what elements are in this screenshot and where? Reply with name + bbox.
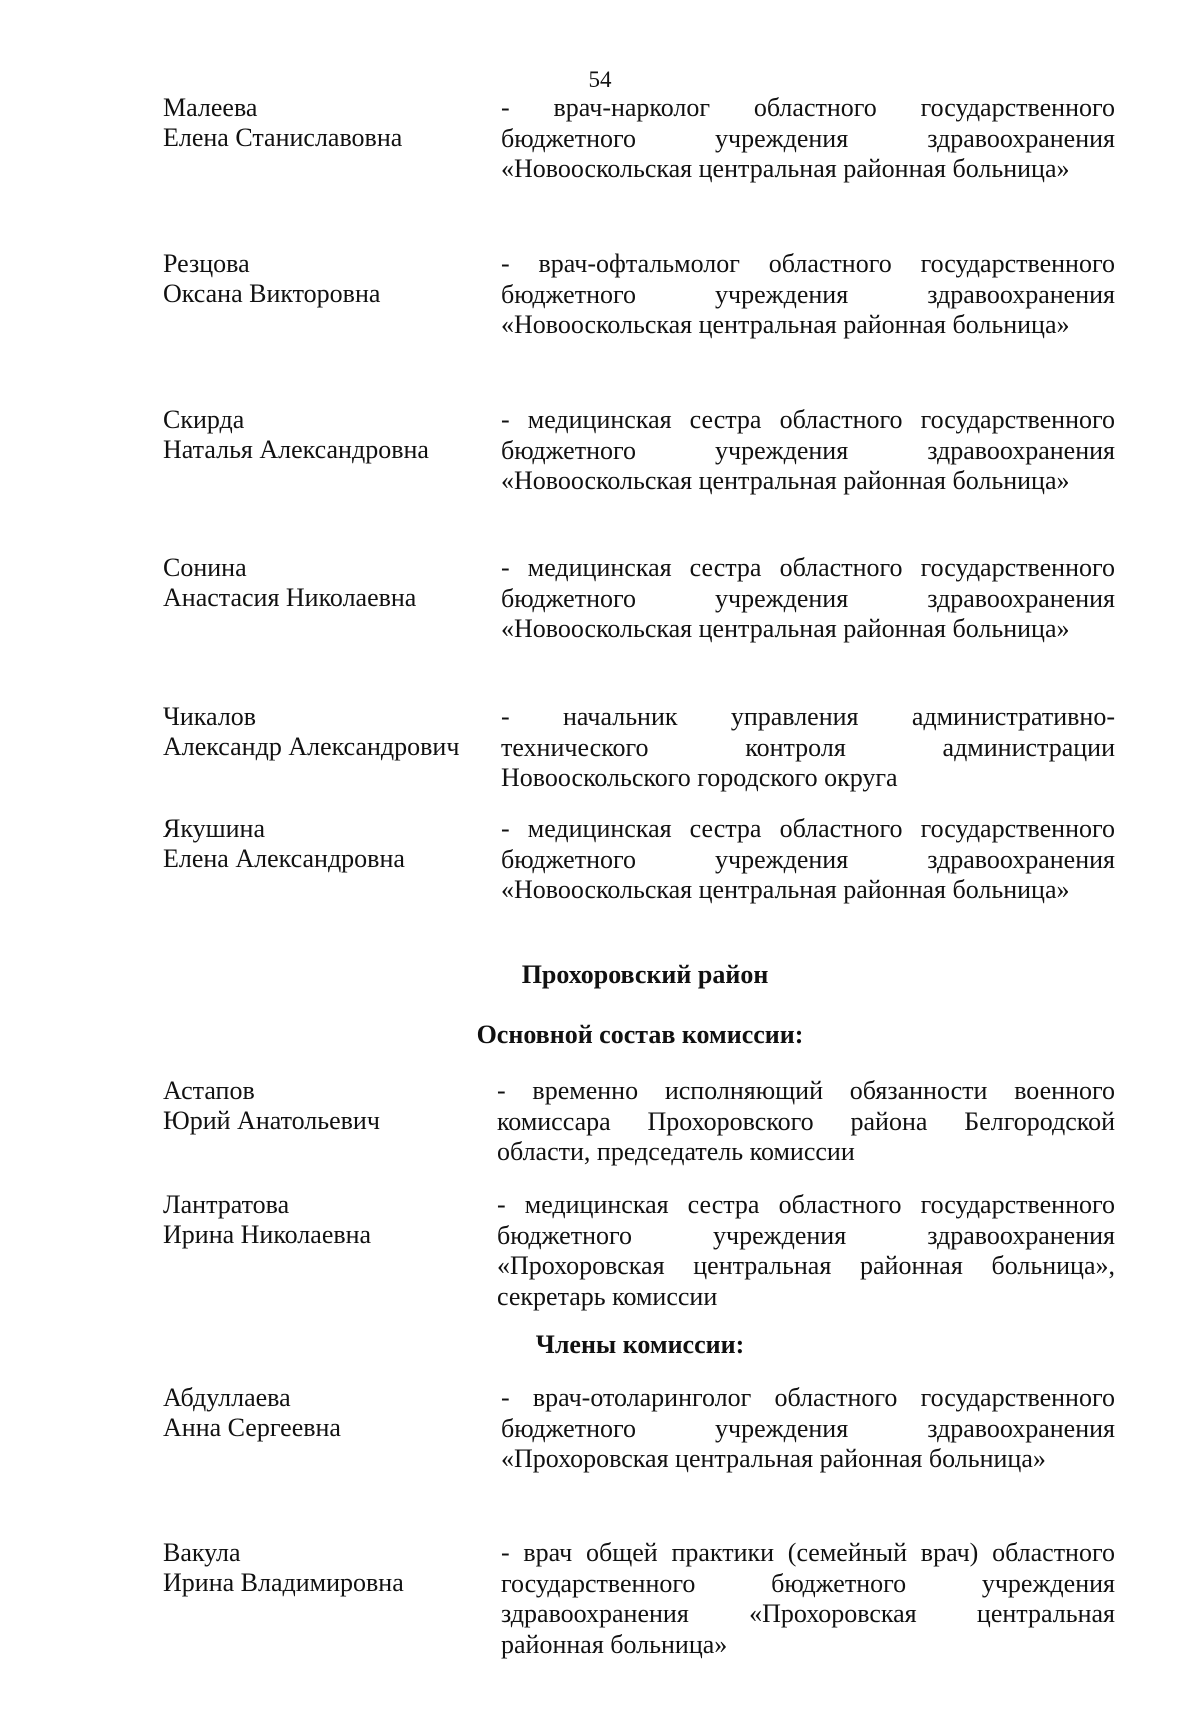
person-position: - медицинская сестра областного государственного бюджетного учреждения здравоохранения «Новооскольская центральная районная больница» xyxy=(501,553,1115,643)
person-position: - врач-офтальмолог областного государственного бюджетного учреждения здравоохранения «Новооскольская центральная районная больница» xyxy=(501,249,1115,339)
person-name: Скирда Наталья Александровна xyxy=(163,405,429,464)
person-name: Малеева Елена Станиславовна xyxy=(163,93,403,152)
person-position: - врач-нарколог областного государственного бюджетного учреждения здравоохранения «Новооскольская центральная районная больница» xyxy=(501,93,1115,183)
district-heading: Прохоровский район xyxy=(521,960,769,989)
members-heading: Члены комиссии: xyxy=(535,1330,745,1359)
person-name: Чикалов Александр Александрович xyxy=(163,702,460,761)
main-composition-heading: Основной состав комиссии: xyxy=(476,1020,804,1049)
person-name: Резцова Оксана Викторовна xyxy=(163,249,381,308)
person-position: - медицинская сестра областного государственного бюджетного учреждения здравоохранения «Прохоровская центральная районная больница», секретарь комиссии xyxy=(497,1190,1115,1311)
person-position: - медицинская сестра областного государственного бюджетного учреждения здравоохранения «Новооскольская центральная районная больница» xyxy=(501,814,1115,904)
person-name: Астапов Юрий Анатольевич xyxy=(163,1076,380,1135)
person-name: Абдуллаева Анна Сергеевна xyxy=(163,1383,341,1442)
person-name: Сонина Анастасия Николаевна xyxy=(163,553,417,612)
page-number: 54 xyxy=(588,67,612,92)
person-name: Вакула Ирина Владимировна xyxy=(163,1538,404,1597)
person-position: - начальник управления административно-технического контроля администрации Новооскольского городского округа xyxy=(501,702,1115,792)
person-name: Лантратова Ирина Николаевна xyxy=(163,1190,372,1249)
person-name: Якушина Елена Александровна xyxy=(163,814,405,873)
person-position: - временно исполняющий обязанности военного комиссара Прохоровского района Белгородской области, председатель комиссии xyxy=(497,1076,1115,1166)
person-position: - медицинская сестра областного государственного бюджетного учреждения здравоохранения «Новооскольская центральная районная больница» xyxy=(501,405,1115,495)
person-position: - врач-отоларинголог областного государственного бюджетного учреждения здравоохранения «Прохоровская центральная районная больница» xyxy=(501,1383,1115,1473)
person-position: - врач общей практики (семейный врач) областного государственного бюджетного учреждения здравоохранения «Прохоровская центральная районная больница» xyxy=(501,1538,1115,1659)
